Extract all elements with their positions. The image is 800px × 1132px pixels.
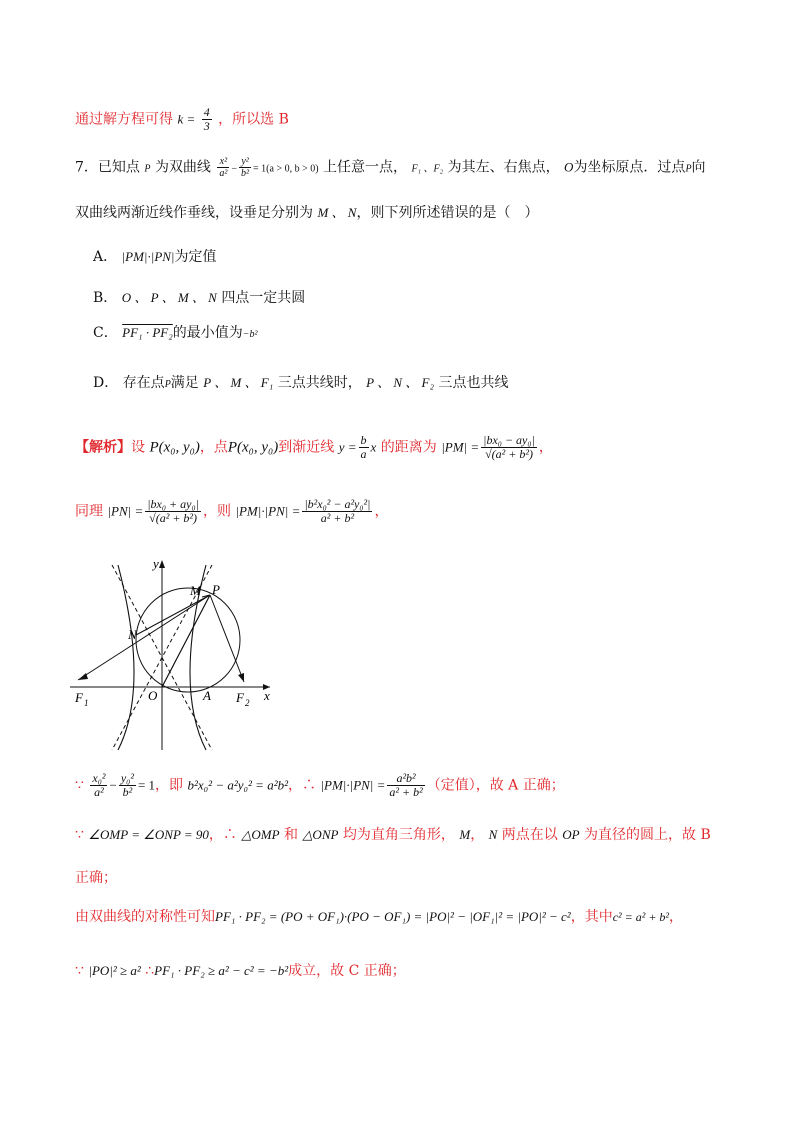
question-text-8: ，则下列所述错误的是（ ） xyxy=(356,205,539,221)
frac-den: b² xyxy=(122,785,133,800)
solution-text-1: 设 xyxy=(131,439,145,456)
frac-num: x₀² xyxy=(92,771,106,785)
label-P: P xyxy=(212,582,220,597)
vector-PF2 xyxy=(210,595,244,682)
hyperbola-figure xyxy=(70,550,290,755)
l6-text-1: 由双曲线的对称性可知 xyxy=(75,909,215,925)
pm-num: |bx₀ − ay₀| xyxy=(483,433,535,447)
solution-text-4: 的距离为 xyxy=(380,439,437,456)
frac-num: x² xyxy=(217,156,229,168)
label-N: N xyxy=(128,627,137,642)
l4-and: 和 xyxy=(283,827,298,843)
math-O: O xyxy=(564,159,574,175)
math-P: P xyxy=(144,163,151,175)
answer-prefix: 通过解方程可得 xyxy=(75,111,173,128)
pn-lhs: |PN| = xyxy=(107,503,144,519)
l4-text-1: ，∴ xyxy=(208,827,237,843)
label-y: y xyxy=(153,556,159,571)
solution-tag: 【解析】 xyxy=(75,439,131,456)
option-c-value: −b² xyxy=(242,329,258,340)
frac-den: a² xyxy=(94,785,104,800)
l4-text-4: 为直径的圆上，故 B xyxy=(584,827,711,843)
hyperbola-frac-1 xyxy=(217,156,229,179)
label-A: A xyxy=(203,688,211,703)
option-d-math-1: P 、 M 、 F₁ xyxy=(203,375,274,390)
question-text-2: 为双曲线 xyxy=(154,159,211,176)
question-text-4: 为其左、右焦点， xyxy=(447,159,560,176)
option-b-label: B． xyxy=(93,290,118,306)
therefore-symbol: ∴ xyxy=(145,963,155,979)
answer-line xyxy=(75,106,289,133)
same-text: 同理 xyxy=(75,503,103,520)
solution-line-2 xyxy=(75,498,388,525)
segment-PN xyxy=(136,595,210,635)
answer-frac-num: 4 xyxy=(203,105,210,119)
option-d-text-4: 三点也共线 xyxy=(438,375,509,391)
prod-den: a² + b² xyxy=(320,511,355,526)
answer-math-lhs: k = xyxy=(177,111,196,127)
label-M: M xyxy=(190,583,201,598)
answer-fraction xyxy=(202,106,212,133)
solution-line-5: 正确； xyxy=(75,870,117,886)
option-d-text-2: 满足 xyxy=(170,375,199,391)
l3-frac-2 xyxy=(119,772,136,799)
option-c-text: 的最小值为 xyxy=(172,325,243,341)
l6-c: c² = a² + b² xyxy=(612,910,670,924)
pm-den: √(a² + b²) xyxy=(485,447,533,462)
l3-eqtail: = 1 xyxy=(137,777,156,793)
question-text-6: 向 xyxy=(691,159,706,176)
hyperbola-left-branch xyxy=(118,565,134,750)
option-a-math: |PM|·|PN| xyxy=(121,249,175,264)
asym-den: a xyxy=(360,447,367,462)
because-symbol-2: ∵ xyxy=(75,827,84,843)
question-line-1 xyxy=(75,156,706,179)
math-P-2: P xyxy=(685,163,692,175)
frac-den: a² xyxy=(219,168,228,179)
y-axis-arrow xyxy=(159,560,165,568)
label-F1-sub: 1 xyxy=(84,698,89,708)
l3-text-1: ，即 xyxy=(155,777,184,794)
label-O: O xyxy=(148,688,158,703)
option-a-label: A． xyxy=(93,249,118,265)
option-d-P: P xyxy=(164,379,171,390)
option-c xyxy=(93,322,257,342)
option-d xyxy=(93,372,508,392)
l4-OP: OP xyxy=(562,827,580,842)
l3-frac-1 xyxy=(90,772,107,799)
pm-fraction xyxy=(481,434,537,461)
option-d-math-2: P 、 N 、 F₂ xyxy=(366,375,434,390)
option-b-text: 四点一定共圆 xyxy=(221,290,306,306)
question-text-5: 为坐标原点．过点 xyxy=(573,159,686,176)
then-text: ，则 xyxy=(202,503,231,520)
l7-eq: PF₁ · PF₂ ≥ a² − c² = −b² xyxy=(154,963,289,978)
l6-text-2: ，其中 xyxy=(570,909,613,925)
question-number: 7． xyxy=(75,159,98,176)
l4-angle: ∠OMP = ∠ONP = 90 xyxy=(88,827,209,842)
because-symbol-3: ∵ xyxy=(75,963,84,979)
option-a xyxy=(93,246,217,266)
prod-num: |b²x₀² − a²y₀²| xyxy=(304,497,371,511)
solution-text-2: ，点 xyxy=(199,439,228,456)
comma-2: ， xyxy=(374,503,389,520)
frac-num: y₀² xyxy=(120,771,134,785)
question-text-3: 上任意一点， xyxy=(323,159,408,176)
asym-fraction xyxy=(359,434,369,461)
l4-text-2: 均为直角三角形， xyxy=(342,827,455,843)
asym-num: b xyxy=(360,433,367,447)
l3-frac-3 xyxy=(387,772,424,799)
l4-M: M xyxy=(459,827,471,842)
pm-lhs: |PM| = xyxy=(441,439,480,455)
option-b-math: O 、 P 、 M 、 N xyxy=(121,290,217,305)
arrow-F2 xyxy=(238,673,244,682)
frac-num: a²b² xyxy=(387,772,424,786)
l3-eq2: b²x₀² − a²y₀² = a²b² xyxy=(187,777,288,793)
label-x: x xyxy=(264,688,270,703)
solution-line-7 xyxy=(75,960,406,980)
asym-x: x xyxy=(370,439,377,455)
solution-line-6 xyxy=(75,906,683,926)
option-d-label: D． xyxy=(93,375,119,391)
solution-line-1 xyxy=(75,434,553,461)
l4-tri1: △OMP xyxy=(241,827,280,842)
option-d-text-1: 存在点 xyxy=(122,375,165,391)
l4-N: N xyxy=(488,827,498,842)
l3-text-2: ，∴ xyxy=(288,777,316,794)
hyperbola-condition: = 1(a > 0, b > 0) xyxy=(253,163,319,175)
answer-frac-den: 3 xyxy=(203,119,210,134)
pn-den: √(a² + b²) xyxy=(149,511,198,526)
question-line-2 xyxy=(75,202,538,222)
comma: ， xyxy=(538,439,553,456)
solution-line-4: ∵ ∠OMP = ∠ONP = 90，∴ △OMP 和 △ONP 均为直角三角形， M， N 两点在以 OP 为直径的圆上，故 B xyxy=(75,827,711,843)
option-c-math: PF₁ · PF₂ xyxy=(122,325,173,340)
prod-lhs: |PM|·|PN| = xyxy=(235,503,301,519)
l3-lhs: |PM|·|PN| = xyxy=(320,777,386,793)
l6-end: ， xyxy=(669,909,684,925)
minus-sign: − xyxy=(231,163,238,175)
prod-fraction xyxy=(302,498,372,525)
option-a-text: 为定值 xyxy=(174,249,217,265)
frac-den: a² + b² xyxy=(389,785,423,800)
asym-lhs: y = xyxy=(338,439,357,455)
point-P: P(x₀, y₀) xyxy=(149,439,200,456)
l4-tri2: △ONP xyxy=(302,827,339,842)
solution-text-3: 到渐近线 xyxy=(278,439,335,456)
frac-den: b² xyxy=(241,168,250,179)
pn-fraction xyxy=(145,498,201,525)
question-text-7: 双曲线两渐近线作垂线，设垂足分别为 xyxy=(75,205,313,221)
option-d-text-3: 三点共线时， xyxy=(277,375,362,391)
option-c-label: C． xyxy=(93,325,118,341)
label-F1: F xyxy=(75,690,83,705)
l4-text-3: 两点在以 xyxy=(501,827,558,843)
solution-line-3: ∵ $\frac{\text{x₀²}}{\text{a²}}$ − $\frac{\text{y₀²}}{\text{b²}}$ = 1，即 b²x₀² − a²y₀² = a²b²，∴ |PM|·|PN| = $\frac{\text{a²b²}}{\text{a² + b²}}$ （定值），故 A 正确； xyxy=(75,771,565,800)
label-F2-sub: 2 xyxy=(245,698,250,708)
segment-PO-vector xyxy=(162,595,210,687)
hyperbola-frac-2 xyxy=(239,156,251,179)
math-MN: M 、 N xyxy=(317,205,357,220)
math-foci: F₁ 、F₂ xyxy=(411,163,444,175)
l7-text: 成立，故 C 正确； xyxy=(288,963,406,979)
l6-eq: PF₁ · PF₂ = (PO + OF₁)·(PO − OF₁) = |PO|² − |OF₁|² = |PO|² − c² xyxy=(215,909,571,924)
frac-num: y² xyxy=(239,156,251,168)
answer-suffix: ，所以选 B xyxy=(218,111,289,128)
option-b xyxy=(93,287,305,307)
point-P-2: P(x₀, y₀) xyxy=(227,439,279,456)
pn-num: |bx₀ + ay₀| xyxy=(147,497,199,511)
l3-text-3: （定值），故 A 正确； xyxy=(426,777,565,794)
because-symbol: ∵ xyxy=(75,777,84,794)
label-F2: F xyxy=(236,690,244,705)
l7-ineq: |PO|² ≥ a² xyxy=(88,963,141,978)
question-text-1: 已知点 xyxy=(97,159,140,176)
